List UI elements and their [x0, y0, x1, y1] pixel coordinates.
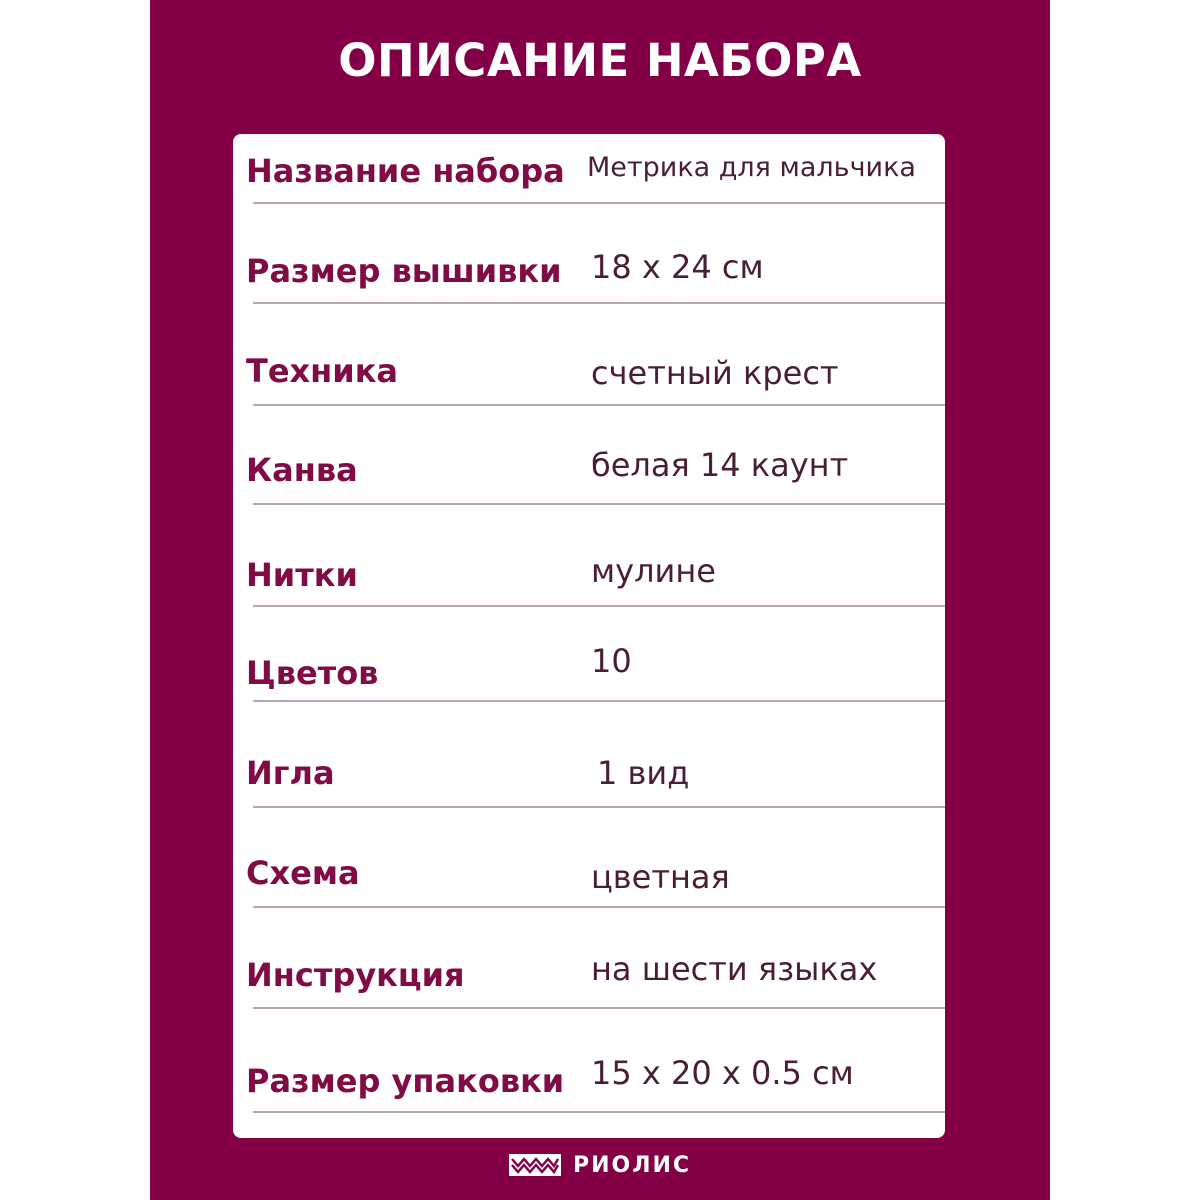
spec-row-scheme — [233, 834, 945, 934]
spec-value: цветная — [591, 858, 730, 896]
spec-label: Канва — [246, 451, 358, 489]
brand-footer — [150, 1145, 1050, 1185]
spec-value: 18 х 24 см — [591, 248, 764, 286]
spec-row-name — [233, 134, 945, 234]
spec-value: мулине — [591, 552, 716, 590]
spec-row-technique — [233, 334, 945, 434]
row-divider — [253, 404, 945, 406]
spec-value: счетный крест — [591, 354, 839, 392]
row-divider — [253, 302, 945, 304]
spec-label: Техника — [246, 352, 399, 390]
row-divider — [253, 806, 945, 808]
spec-value: Метрика для мальчика — [587, 152, 916, 183]
spec-value: 10 — [591, 642, 632, 680]
spec-label: Игла — [246, 754, 335, 792]
spec-value: 15 х 20 х 0.5 см — [591, 1054, 854, 1092]
spec-value: на шести языках — [591, 950, 878, 988]
page-title: ОПИСАНИЕ НАБОРА — [338, 34, 862, 87]
spec-row-instruction — [233, 934, 945, 1034]
row-divider — [253, 906, 945, 908]
row-divider — [253, 1007, 945, 1009]
spec-row-colors — [233, 634, 945, 734]
zigzag-logo-icon — [509, 1154, 561, 1176]
row-divider — [253, 1111, 945, 1113]
spec-row-needle — [233, 734, 945, 834]
spec-label: Размер вышивки — [246, 252, 562, 290]
spec-label: Цветов — [246, 654, 379, 692]
row-divider — [253, 700, 945, 702]
spec-value: 1 вид — [597, 754, 690, 792]
spec-row-threads — [233, 534, 945, 634]
spec-value: белая 14 каунт — [591, 446, 849, 484]
spec-card — [233, 134, 945, 1138]
spec-row-package-size — [233, 1034, 945, 1134]
row-divider — [253, 605, 945, 607]
poster — [150, 0, 1050, 1200]
spec-label: Название набора — [246, 152, 565, 190]
spec-label: Инструкция — [246, 956, 465, 994]
spec-row-embroidery-size — [233, 234, 945, 334]
row-divider — [253, 202, 945, 204]
spec-label: Схема — [246, 854, 360, 892]
spec-row-canvas — [233, 434, 945, 534]
row-divider — [253, 503, 945, 505]
brand-name: РИОЛИС — [572, 1152, 692, 1178]
spec-label: Размер упаковки — [246, 1062, 565, 1100]
spec-label: Нитки — [246, 556, 358, 594]
